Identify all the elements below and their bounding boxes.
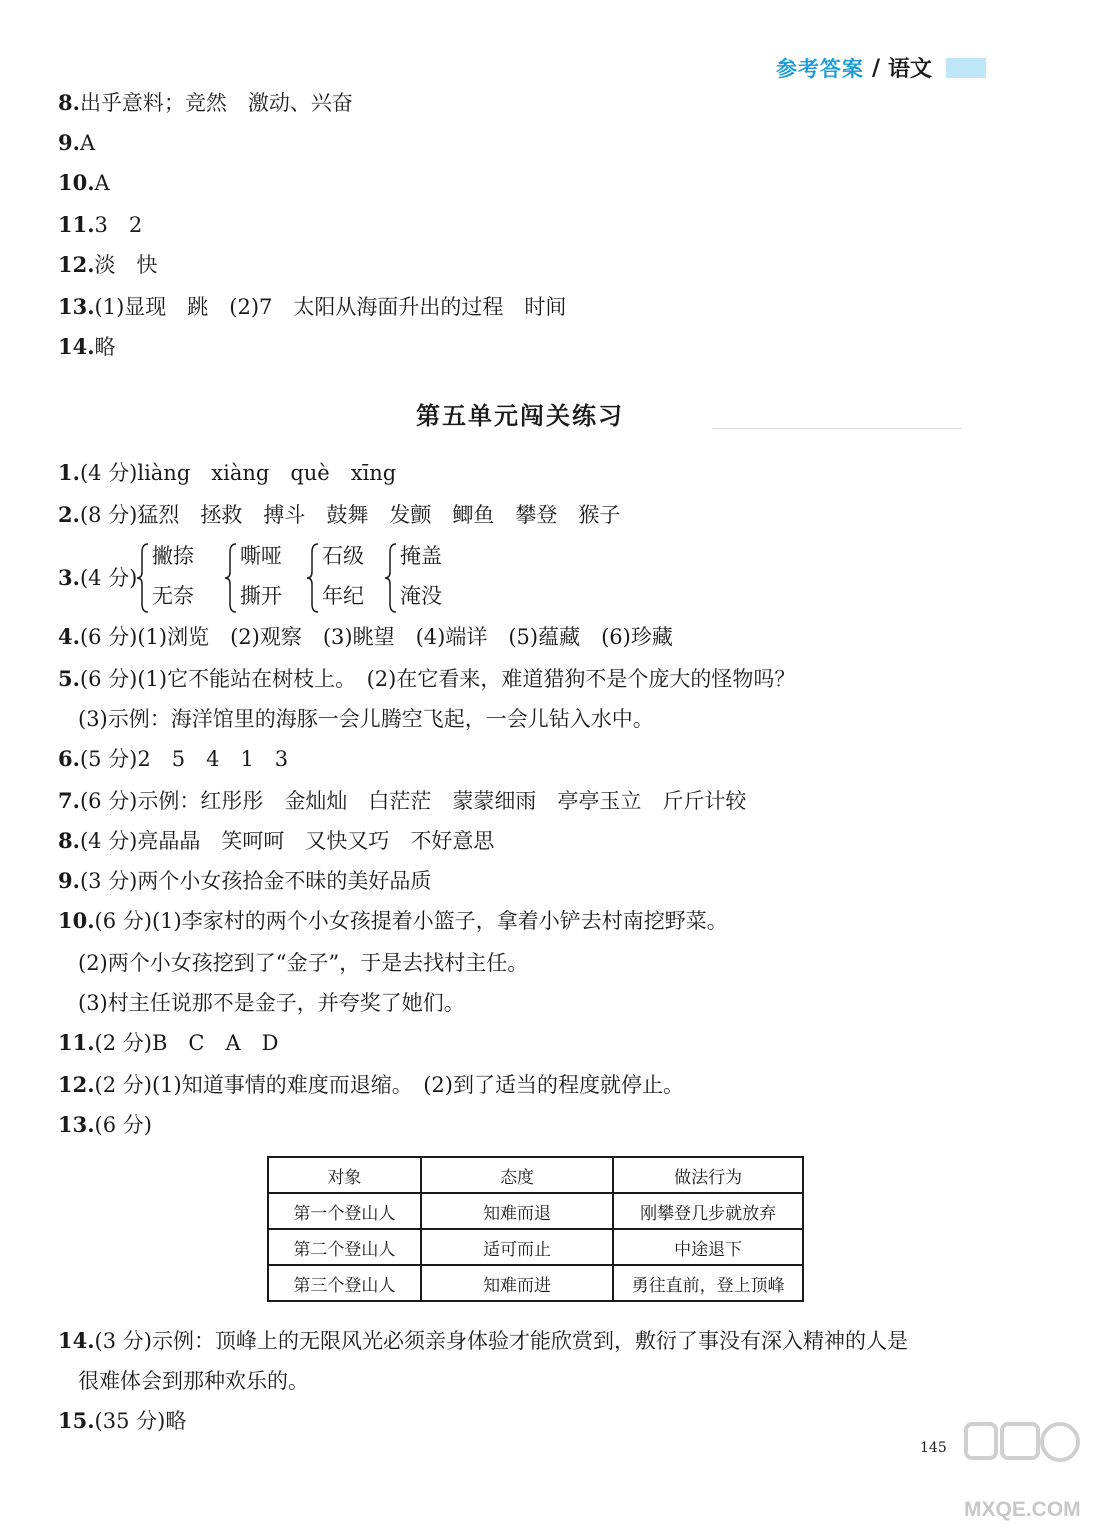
answers-label: 参考答案 — [775, 55, 864, 81]
word-pair-2 — [224, 540, 314, 616]
word-pair-4 — [384, 540, 474, 616]
brace-icon — [136, 542, 150, 614]
question-1: 1.(4 分)liàng xiàng què xīng — [58, 460, 397, 485]
prev-item-13: 13.(1)显现 跳 (2)7 太阳从海面升出的过程 时间 — [58, 294, 567, 319]
word-pair-bottom: 年纪 — [322, 584, 364, 608]
question-5-continuation: (3)示例：海洋馆里的海豚一会儿腾空飞起，一会儿钻入水中。 — [78, 707, 654, 731]
question-3-label: 3.(4 分) — [58, 565, 138, 590]
watermark-text: MXQE.COM — [964, 1498, 1081, 1521]
table-row — [268, 1265, 803, 1301]
watermark-logo-icon — [962, 1416, 1084, 1528]
table-cell: 适可而止 — [421, 1229, 613, 1265]
brace-icon — [224, 542, 238, 614]
question-10-continuation-2: (3)村主任说那不是金子，并夸奖了她们。 — [78, 991, 465, 1015]
question-6: 6.(5 分)2 5 4 1 3 — [58, 746, 289, 771]
word-pair-top: 掩盖 — [400, 544, 442, 568]
title-rule — [712, 428, 962, 429]
question-7: 7.(6 分)示例：红彤彤 金灿灿 白茫茫 蒙蒙细雨 亭亭玉立 斤斤计较 — [58, 788, 747, 813]
table-cell: 刚攀登几步就放弃 — [613, 1193, 803, 1229]
question-11: 11.(2 分)B C A D — [58, 1030, 279, 1055]
prev-item-8: 8.出乎意料；竞然 激动、兴奋 — [58, 90, 353, 115]
word-pair-top: 石级 — [322, 544, 364, 568]
question-5: 5.(6 分)(1)它不能站在树枝上。 (2)在它看来，难道猎狗不是个庞大的怪物吗？ — [58, 666, 796, 691]
question-8: 8.(4 分)亮晶晶 笑呵呵 又快又巧 不好意思 — [58, 828, 495, 853]
table-row — [268, 1229, 803, 1265]
question-14: 14.(3 分)示例：顶峰上的无限风光必须亲身体验才能欣赏到，敷衍了事没有深入精神的人是 — [58, 1328, 908, 1353]
table-cell: 勇往直前，登上顶峰 — [613, 1265, 803, 1301]
word-pair-1 — [136, 540, 226, 616]
table-header-row — [268, 1157, 803, 1193]
prev-item-14: 14.略 — [58, 334, 116, 359]
question-10-continuation-1: (2)两个小女孩挖到了“金子”，于是去找村主任。 — [78, 951, 529, 975]
word-pair-bottom: 撕开 — [240, 584, 282, 608]
table-header-cell: 对象 — [268, 1157, 421, 1193]
brace-icon — [384, 542, 398, 614]
answer-table — [267, 1156, 804, 1302]
question-14-continuation: 很难体会到那种欢乐的。 — [78, 1369, 309, 1393]
table-cell: 第三个登山人 — [268, 1265, 421, 1301]
header-accent-bar — [946, 58, 986, 78]
table-header-cell: 态度 — [421, 1157, 613, 1193]
prev-item-10: 10.A — [58, 170, 110, 195]
word-pair-top: 嘶哑 — [240, 544, 282, 568]
word-pair-bottom: 无奈 — [152, 584, 194, 608]
table-cell: 第一个登山人 — [268, 1193, 421, 1229]
page-header — [776, 52, 986, 83]
prev-item-9: 9.A — [58, 130, 96, 155]
word-pair-3 — [306, 540, 396, 616]
table-cell: 第二个登山人 — [268, 1229, 421, 1265]
header-separator: / — [871, 54, 880, 81]
word-pair-top: 撇捺 — [152, 544, 194, 568]
question-9: 9.(3 分)两个小女孩拾金不昧的美好品质 — [58, 868, 432, 893]
brace-icon — [306, 542, 320, 614]
table-cell: 中途退下 — [613, 1229, 803, 1265]
question-13: 13.(6 分) — [58, 1112, 152, 1137]
question-15: 15.(35 分)略 — [58, 1408, 187, 1433]
subject-label: 语文 — [887, 56, 932, 82]
section-title: 第五单元闯关练习 — [416, 401, 624, 430]
prev-item-11: 11.3 2 — [58, 212, 143, 237]
prev-item-12: 12.淡 快 — [58, 252, 158, 277]
word-pair-bottom: 淹没 — [400, 584, 442, 608]
question-2: 2.(8 分)猛烈 拯救 搏斗 鼓舞 发颤 鲫鱼 攀登 猴子 — [58, 502, 621, 527]
table-cell: 知难而退 — [421, 1193, 613, 1229]
table-row — [268, 1193, 803, 1229]
page-number: 145 — [920, 1440, 947, 1456]
table-cell: 知难而进 — [421, 1265, 613, 1301]
question-12: 12.(2 分)(1)知道事情的难度而退缩。 (2)到了适当的程度就停止。 — [58, 1072, 684, 1097]
question-10: 10.(6 分)(1)李家村的两个小女孩提着小篮子，拿着小铲去村南挖野菜。 — [58, 908, 728, 933]
table-header-cell: 做法行为 — [613, 1157, 803, 1193]
question-4: 4.(6 分)(1)浏览 (2)观察 (3)眺望 (4)端详 (5)蕴藏 (6)珍藏 — [58, 624, 673, 649]
